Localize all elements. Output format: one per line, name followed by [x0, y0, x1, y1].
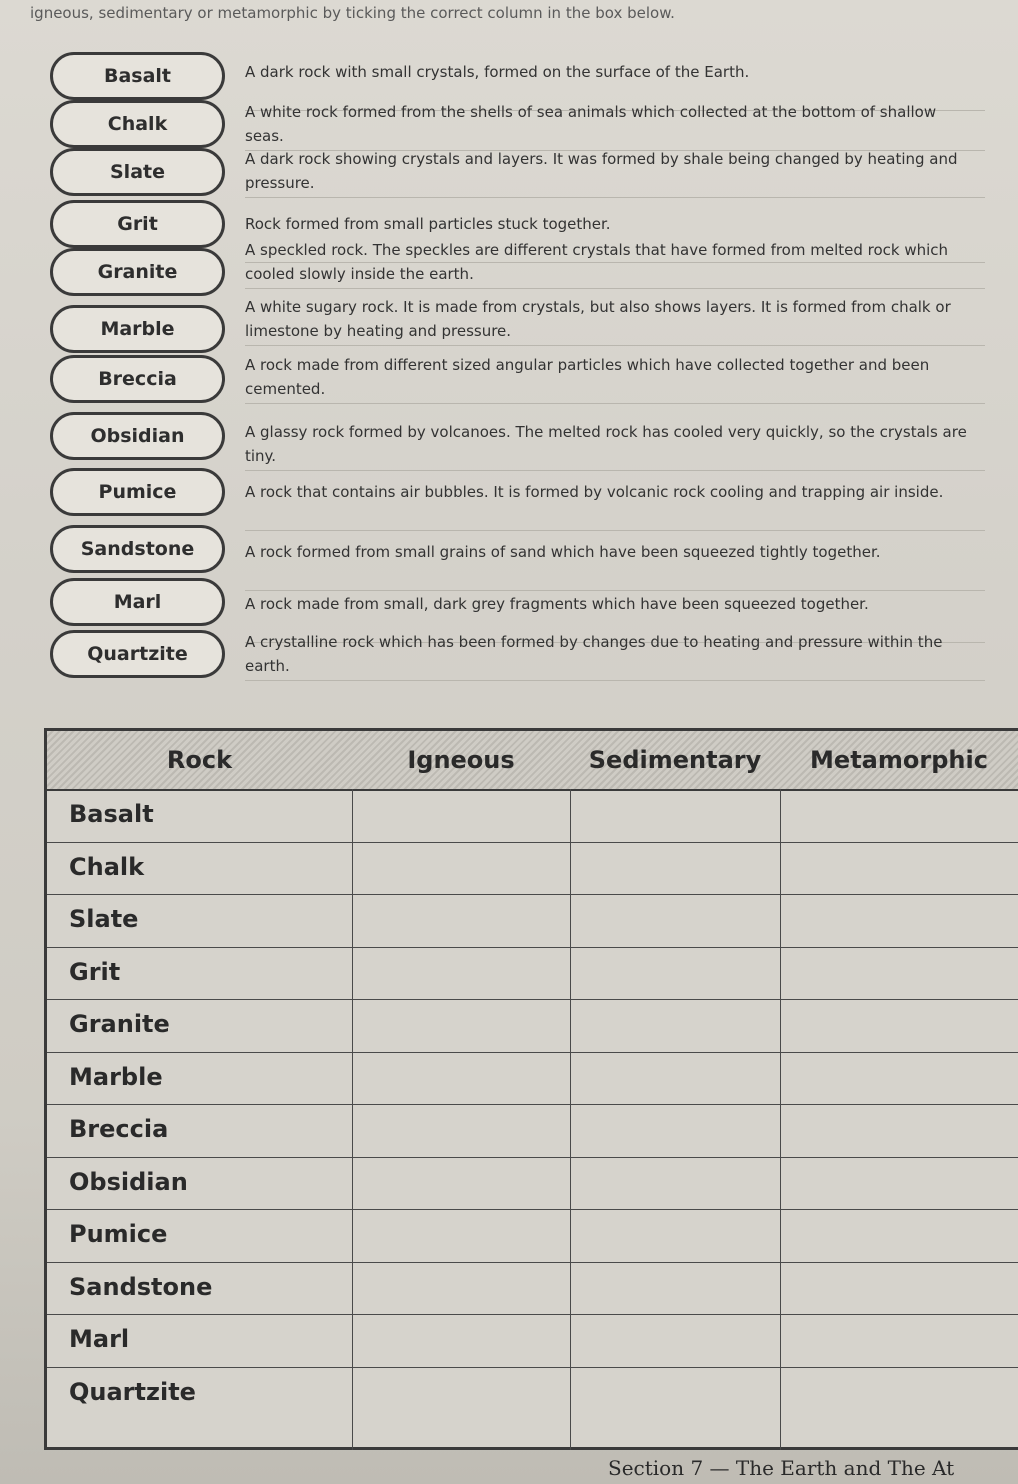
tick-cell-metamorphic[interactable] — [780, 999, 1018, 1052]
tick-cell-igneous[interactable] — [352, 1052, 570, 1105]
tick-cell-igneous[interactable] — [352, 1314, 570, 1367]
page-footer: Section 7 — The Earth and The At — [608, 1456, 955, 1480]
header-metamorphic: Metamorphic — [810, 746, 988, 774]
rock-name-box: Basalt — [50, 52, 225, 100]
rock-description: A rock made from different sized angular particles which have collected together and been cemented. — [245, 356, 930, 398]
header-igneous: Igneous — [407, 746, 515, 774]
writing-line — [245, 288, 985, 289]
header-sedimentary: Sedimentary — [588, 746, 762, 774]
table-row-rock: Quartzite — [69, 1377, 196, 1406]
table-row-rock: Basalt — [69, 800, 154, 828]
tick-cell-igneous[interactable] — [352, 894, 570, 947]
rock-description: Rock formed from small particles stuck together. — [245, 215, 611, 233]
tick-cell-sedimentary[interactable] — [570, 1209, 780, 1262]
instruction-text: igneous, sedimentary or metamorphic by ticking the correct column in the box below. — [30, 4, 675, 22]
table-row-rock: Granite — [69, 1010, 170, 1038]
tick-cell-sedimentary[interactable] — [570, 1052, 780, 1105]
table-header — [47, 731, 1018, 791]
writing-line — [245, 590, 985, 591]
tick-cell-metamorphic[interactable] — [780, 842, 1018, 895]
writing-line — [245, 470, 985, 471]
tick-cell-igneous[interactable] — [352, 947, 570, 1000]
rock-description: A rock that contains air bubbles. It is formed by volcanic rock cooling and trapping air inside. — [245, 483, 944, 501]
header-rock: Rock — [166, 746, 233, 774]
rock-name-box: Chalk — [50, 100, 225, 148]
table-row-rock: Chalk — [69, 852, 145, 881]
tick-cell-sedimentary[interactable] — [570, 1104, 780, 1157]
rock-description: A dark rock showing crystals and layers. It was formed by shale being changed by heating and pressure. — [245, 150, 958, 192]
tick-cell-sedimentary[interactable] — [570, 1367, 780, 1420]
tick-cell-metamorphic[interactable] — [780, 947, 1018, 1000]
tick-cell-sedimentary[interactable] — [570, 789, 780, 842]
tick-cell-sedimentary[interactable] — [570, 999, 780, 1052]
rock-name-box: Quartzite — [50, 630, 225, 678]
rock-name-box: Grit — [50, 200, 225, 248]
tick-cell-metamorphic[interactable] — [780, 1104, 1018, 1157]
rock-name-box: Sandstone — [50, 525, 225, 573]
rock-description: A dark rock with small crystals, formed on the surface of the Earth. — [245, 63, 750, 81]
tick-cell-metamorphic[interactable] — [780, 1262, 1018, 1315]
tick-cell-sedimentary[interactable] — [570, 894, 780, 947]
rock-description: A glassy rock formed by volcanoes. The melted rock has cooled very quickly, so the crystals are tiny. — [245, 423, 967, 465]
writing-line — [245, 345, 985, 346]
writing-line — [245, 530, 985, 531]
rock-name-box: Breccia — [50, 355, 225, 403]
tick-cell-igneous[interactable] — [352, 1367, 570, 1420]
tick-cell-igneous[interactable] — [352, 789, 570, 842]
table-row-rock: Slate — [69, 905, 139, 933]
tick-cell-metamorphic[interactable] — [780, 1367, 1018, 1420]
rock-name-box: Pumice — [50, 468, 225, 516]
tick-cell-sedimentary[interactable] — [570, 1262, 780, 1315]
table-row-rock: Grit — [69, 957, 121, 986]
tick-cell-sedimentary[interactable] — [570, 1157, 780, 1210]
table-row-rock: Pumice — [69, 1220, 168, 1248]
table-row-rock: Marble — [69, 1062, 163, 1091]
tick-cell-igneous[interactable] — [352, 1157, 570, 1210]
rock-name-box: Obsidian — [50, 412, 225, 460]
rock-description: A white sugary rock. It is made from crystals, but also shows layers. It is formed from chalk or limestone by heating and pressure. — [245, 298, 951, 340]
rock-name-box: Slate — [50, 148, 225, 196]
tick-cell-sedimentary[interactable] — [570, 842, 780, 895]
tick-cell-metamorphic[interactable] — [780, 1209, 1018, 1262]
rock-description: A white rock formed from the shells of sea animals which collected at the bottom of shallow seas. — [245, 103, 937, 145]
tick-cell-sedimentary[interactable] — [570, 947, 780, 1000]
table-row-rock: Obsidian — [69, 1167, 188, 1196]
table-row-rock: Breccia — [69, 1115, 169, 1143]
rock-description: A rock made from small, dark grey fragments which have been squeezed together. — [245, 595, 869, 613]
rock-name-box: Granite — [50, 248, 225, 296]
rock-name-box: Marble — [50, 305, 225, 353]
tick-cell-igneous[interactable] — [352, 1262, 570, 1315]
writing-line — [245, 680, 985, 681]
rock-description: A rock formed from small grains of sand which have been squeezed tightly together. — [245, 543, 881, 561]
tick-cell-metamorphic[interactable] — [780, 1052, 1018, 1105]
classification-table — [44, 728, 1018, 1450]
tick-cell-igneous[interactable] — [352, 1209, 570, 1262]
table-row-rock: Marl — [69, 1325, 130, 1353]
tick-cell-igneous[interactable] — [352, 999, 570, 1052]
table-row-rock: Sandstone — [69, 1272, 213, 1301]
tick-cell-sedimentary[interactable] — [570, 1314, 780, 1367]
rock-description: A crystalline rock which has been formed by changes due to heating and pressure within the earth. — [245, 633, 943, 675]
writing-line — [245, 403, 985, 404]
tick-cell-metamorphic[interactable] — [780, 1314, 1018, 1367]
rock-description: A speckled rock. The speckles are different crystals that have formed from melted rock which cooled slowly inside the earth. — [245, 241, 949, 283]
writing-line — [245, 197, 985, 198]
tick-cell-igneous[interactable] — [352, 842, 570, 895]
tick-cell-metamorphic[interactable] — [780, 1157, 1018, 1210]
rock-name-box: Marl — [50, 578, 225, 626]
tick-cell-metamorphic[interactable] — [780, 894, 1018, 947]
tick-cell-igneous[interactable] — [352, 1104, 570, 1157]
tick-cell-metamorphic[interactable] — [780, 789, 1018, 842]
